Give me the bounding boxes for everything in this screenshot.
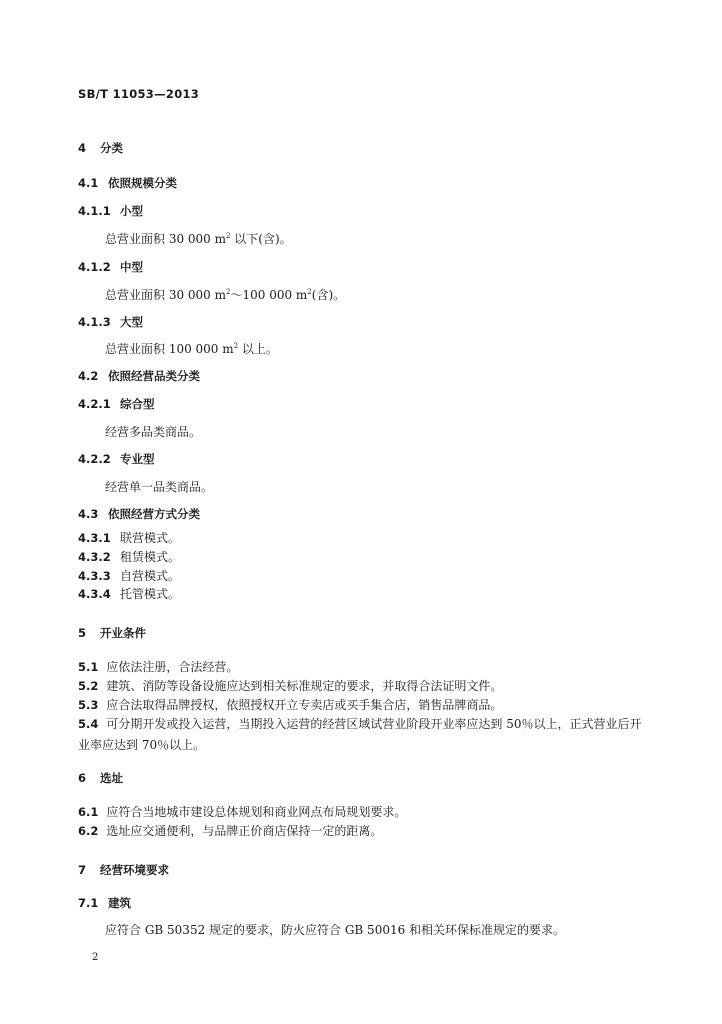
item-text: 租赁模式。	[120, 550, 181, 564]
heading-number: 4.1.3	[78, 315, 111, 329]
item-text: 应合法取得品牌授权，依照授权开立专卖店或买手集合店，销售品牌商品。	[106, 698, 503, 712]
heading-number: 7	[78, 863, 87, 877]
heading-title: 大型	[120, 315, 143, 329]
item-text: 应符合当地城市建设总体规划和商业网点布局规划要求。	[106, 805, 407, 819]
text-run: 总营业面积 30 000 m	[105, 288, 226, 302]
heading-number: 4.2.1	[78, 397, 111, 411]
paragraph-7-1: 应符合 GB 50352 规定的要求，防火应符合 GB 50016 和相关环保标准规定的要求。	[105, 923, 566, 937]
heading-number: 4.1.1	[78, 204, 111, 218]
paragraph-4-2-1: 经营多品类商品。	[105, 425, 202, 439]
item-text: 托管模式。	[120, 587, 181, 601]
paragraph-4-2-2: 经营单一品类商品。	[105, 480, 214, 494]
text-run: (含)。	[311, 288, 346, 302]
heading-4	[78, 140, 123, 156]
heading-6	[78, 770, 123, 786]
item-number: 5.1	[78, 660, 99, 674]
heading-4-1	[78, 175, 177, 191]
text-run: 以下(含)。	[230, 232, 292, 246]
item-number: 5.3	[78, 698, 99, 712]
clause-5-2	[78, 676, 644, 697]
item-text: 选址应交通便利，与品牌正价商店保持一定的距离。	[106, 824, 383, 838]
text-run: 以上。	[238, 342, 278, 356]
list-item	[78, 586, 180, 602]
heading-title: 建筑	[108, 896, 131, 910]
heading-number: 6	[78, 771, 87, 785]
item-number: 4.3.1	[78, 531, 111, 545]
heading-title: 综合型	[120, 397, 155, 411]
heading-title: 分类	[100, 141, 123, 155]
item-number: 5.4	[78, 717, 99, 731]
heading-number: 4.1	[78, 176, 99, 190]
document-header: SB/T 11053—2013	[78, 87, 200, 101]
item-text: 联营模式。	[120, 531, 181, 545]
heading-4-1-3	[78, 314, 143, 330]
heading-number: 4	[78, 141, 87, 155]
text-run: 总营业面积 30 000 m	[105, 232, 226, 246]
clause-5-1	[78, 657, 644, 678]
paragraph-4-1-2	[105, 287, 345, 303]
superscript: 2	[307, 288, 312, 296]
heading-title: 小型	[120, 204, 143, 218]
heading-4-1-2	[78, 259, 143, 275]
heading-5	[78, 625, 146, 641]
item-text: 应依法注册，合法经营。	[106, 660, 239, 674]
item-text: 自营模式。	[120, 569, 181, 583]
clause-6-1	[78, 802, 644, 823]
item-text: 可分期开发或投入运营，当期投入运营的经营区域试营业阶段开业率应达到 50％以上，正式营业后开业率应达到 70％以上。	[78, 717, 642, 752]
paragraph-4-1-3	[105, 341, 278, 357]
item-number: 5.2	[78, 679, 99, 693]
heading-number: 5	[78, 626, 87, 640]
heading-7-1	[78, 895, 131, 911]
text-run: 总营业面积 100 000 m	[105, 342, 234, 356]
item-number: 6.2	[78, 824, 99, 838]
superscript: 2	[226, 288, 231, 296]
heading-4-1-1	[78, 203, 143, 219]
heading-number: 4.1.2	[78, 260, 111, 274]
list-item	[78, 568, 180, 584]
item-number: 6.1	[78, 805, 99, 819]
text-run: ～100 000 m	[230, 288, 308, 302]
heading-4-2-2	[78, 451, 155, 467]
superscript: 2	[233, 342, 239, 350]
heading-title: 中型	[120, 260, 143, 274]
heading-number: 7.1	[78, 896, 99, 910]
heading-7	[78, 862, 169, 878]
heading-title: 依照规模分类	[108, 176, 177, 190]
heading-title: 依照经营品类分类	[108, 369, 200, 383]
heading-title: 专业型	[120, 452, 155, 466]
heading-4-2	[78, 368, 200, 384]
clause-5-4	[78, 714, 644, 756]
item-number: 4.3.2	[78, 550, 111, 564]
list-item	[78, 549, 180, 565]
heading-title: 依照经营方式分类	[108, 507, 200, 521]
heading-number: 4.2	[78, 369, 99, 383]
heading-number: 4.2.2	[78, 452, 111, 466]
item-number: 4.3.4	[78, 587, 111, 601]
list-item	[78, 530, 180, 546]
heading-title: 经营环境要求	[100, 863, 169, 877]
clause-6-2	[78, 821, 644, 842]
heading-4-2-1	[78, 396, 155, 412]
clause-5-3	[78, 695, 644, 716]
heading-title: 开业条件	[100, 626, 146, 640]
item-number: 4.3.3	[78, 569, 111, 583]
heading-title: 选址	[100, 771, 123, 785]
heading-number: 4.3	[78, 507, 99, 521]
paragraph-4-1-1	[105, 231, 292, 247]
item-text: 建筑、消防等设备设施应达到相关标准规定的要求，并取得合法证明文件。	[106, 679, 503, 693]
heading-4-3	[78, 506, 200, 522]
page-number: 2	[92, 952, 99, 963]
superscript: 2	[226, 232, 231, 240]
